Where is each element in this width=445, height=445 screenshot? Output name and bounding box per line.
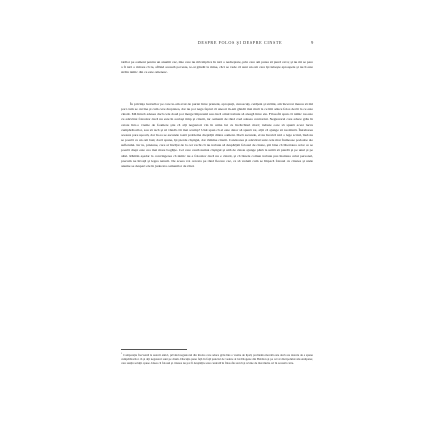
running-title: DESPRE FOLOS ŞI DESPRE CINSTE (197, 40, 283, 45)
paragraph: În privinţa lucrurilor pe care le-am avut de purtat între prieteni, apropiaţi, cunoscuţi, cetăţeni şi străini, am încercat mereu să mă port cum se cuvine şi cum cere dreptatea, dar nu pot nega faptul că uneori m-am gândit mai mult la ce îmi aduce folos decât la ce este cinstit. Mă întreb adesea dacă cele două pot merge împreună sau dacă omul trebuie să aleagă între ele. Filosofii spun că nimic nu este cu adevărat folositor dacă nu este în acelaşi timp şi cinstit, iar oamenii de rând cred adesea contrariul. Negustorul care aduce grâu în cetate într-o vreme de foamete ştie că alţi negustori vin în urma lui cu încărcături mari; trebuie oare să spună acest lucru cumpărătorilor, sau să tacă şi să vândă cât mai scump? Unii spun că el este dator să spună tot, alţii că ajunge să nu mintă. Întrebarea aceasta pare uşoară, dar în ea se ascunde toată problema dreptăţii dintre oameni. Dacă ascunde, el nu încalcă nici o lege scrisă, însă nu se poartă ca un om bun; dacă spune, îşi pierde câştigul, dar rămâne cinstit. Candoarea şi adevărul sunt cele mai frumoase podoabe ale sufletului. Iar tu, prietene, care ai învăţat de la cei vechi că nu trebuie să despărţim folosul de cinste, ştii bine că libertatea celor ce se poartă drept este cea mai mare bogăţie. Cel care caută numai câştigul şi uită de cinste ajunge până la urmă să piardă şi pe unul şi pe altul. Rămân aşadar la convingerea că nimic nu e folositor dacă nu e cinstit, şi că binele comun trebuie pus înaintea celui personal, precum ne învaţă şi legea naturii. De aceea voi cerceta pe rând fiecare caz, ca să vedem cum se împacă folosul cu cinstea şi unde anume se despart ele în judecata oamenilor de rând. (121, 102, 313, 168)
footnote-text: Comparaţie frecventă la autorii antici, privind negustorul din Rodos care aduce grâu într-o vreme de lipsă; problema morală este dacă are datoria de a spune cumpărătorilor că şi alţi negustori sunt pe drum. Discuţia pune faţă în faţă punctul de vedere al lui Diogene din Babilon şi pe cel al discipolului său Antipater, care susţin soluţii opuse. Ideea că folosul şi cinstea nu pot fi despărţite este centrală în filosofia stoică şi revine de mai multe ori în această carte. (121, 353, 313, 366)
footnote (121, 352, 313, 410)
footnote-separator (121, 349, 187, 350)
page-number: 9 (311, 40, 314, 45)
footnote-marker: 1 (121, 353, 123, 355)
paragraph: tatălor pe oameni pentru un anumit caz, mie care nu mă implica în nici o nedreptate, prin care am putea să pierd ceva; şi nu mi se pare a fi nici o mirare că tu, aflând această poveste, te-ai gândit la mine, căci se vede că sunt un om care îşi iubeşte aproapele şi nu îi este străin nimic din ce este omenesc. (121, 60, 313, 75)
